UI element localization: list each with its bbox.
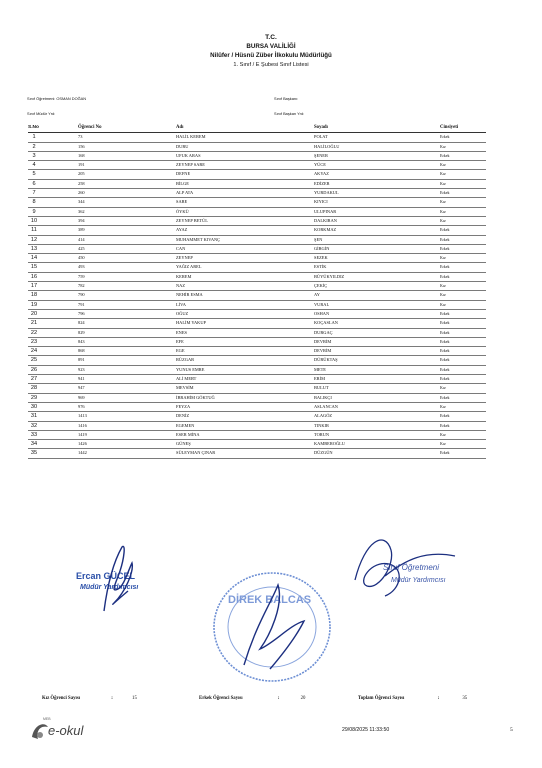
column-header-gender: Cinsiyeti: [440, 125, 459, 130]
row-no: 21: [30, 320, 38, 327]
row-name: ZEYNEP SARE: [176, 162, 205, 168]
row-no: 26: [30, 366, 38, 373]
row-no: 2: [32, 143, 36, 150]
row-gender: Erkek: [440, 338, 450, 344]
row-student-no: 969: [78, 394, 85, 400]
row-name: KEREM: [176, 273, 192, 279]
row-surname: GİRGİN: [314, 245, 330, 251]
row-surname: DALKIRAN: [314, 217, 337, 223]
row-student-no: 843: [78, 338, 85, 344]
row-name: YUNUS EMRE: [176, 366, 205, 372]
row-student-no: 824: [78, 320, 85, 326]
header-governorship: BURSA VALİLİĞİ: [246, 43, 296, 50]
table-row: [28, 431, 486, 440]
row-surname: DEVRİM: [314, 338, 332, 344]
table-row: [28, 375, 486, 384]
row-student-no: 425: [78, 245, 85, 251]
row-gender: Erkek: [440, 450, 450, 456]
table-row: [28, 403, 486, 412]
row-no: 32: [30, 422, 38, 429]
row-surname: BALIKÇI: [314, 394, 332, 400]
row-no: 12: [30, 236, 38, 243]
row-gender: Erkek: [440, 394, 450, 400]
row-name: AYAZ: [176, 227, 188, 233]
table-row: [28, 161, 486, 170]
row-surname: ASLANCAN: [314, 403, 338, 409]
row-name: ESER MİNA: [176, 431, 200, 437]
row-student-no: 344: [78, 199, 85, 205]
left-stamp-name: Ercan GÜCEL: [76, 571, 136, 581]
row-no: 18: [30, 292, 38, 299]
row-surname: DÜRÜKTAŞ: [314, 357, 338, 363]
table-row: [28, 347, 486, 356]
header-school: Nilüfer / Hüsnü Züber İlkokulu Müdürlüğü: [210, 52, 332, 59]
row-gender: Kız: [440, 255, 446, 261]
row-no: 29: [30, 394, 38, 401]
table-row: [28, 301, 486, 310]
row-no: 35: [30, 450, 38, 457]
row-student-no: 1419: [78, 431, 87, 437]
row-name: FEYZA: [176, 403, 191, 409]
row-name: GÜNEŞ: [176, 441, 191, 447]
meb-logo-text: MEB: [43, 717, 51, 721]
row-name: ENES: [176, 329, 187, 335]
row-gender: Erkek: [440, 348, 450, 354]
row-no: 17: [30, 283, 38, 290]
row-surname: EDİZER: [314, 180, 330, 186]
row-surname: SEZEK: [314, 255, 328, 261]
left-signature-stamp: [66, 541, 186, 621]
row-student-no: 258: [78, 180, 85, 186]
row-surname: DURGAÇ: [314, 329, 333, 335]
row-student-no: 73: [78, 134, 83, 140]
row-gender: Kız: [440, 301, 446, 307]
row-gender: Kız: [440, 143, 446, 149]
table-row: [28, 170, 486, 179]
row-surname: OSHAN: [314, 310, 330, 316]
row-no: 7: [32, 190, 36, 197]
row-name: RÜZGAR: [176, 357, 195, 363]
row-no: 1: [32, 134, 36, 141]
boys-count-label: Erkek Öğrenci Sayısı: [199, 696, 243, 701]
row-gender: Erkek: [440, 413, 450, 419]
row-gender: Kız: [440, 208, 446, 214]
row-no: 8: [32, 199, 36, 206]
row-no: 6: [32, 180, 36, 187]
table-row: [28, 263, 486, 272]
row-surname: TINKIR: [314, 422, 329, 428]
right-stamp-line2: Müdür Yardımcısı: [391, 577, 446, 584]
row-no: 14: [30, 255, 38, 262]
row-student-no: 947: [78, 385, 85, 391]
row-student-no: 1413: [78, 413, 87, 419]
teacher-info: Sınıf Öğretmeni: OSMAN DOĞAN: [27, 96, 87, 101]
right-stamp-line1: Sınıf Öğretmeni: [383, 563, 440, 572]
row-surname: KIYICI: [314, 199, 328, 205]
row-surname: AKYAZ: [314, 171, 329, 177]
table-header: [28, 124, 486, 133]
row-gender: Kız: [440, 162, 446, 168]
row-name: ÖYKÜ: [176, 208, 189, 214]
column-header-student-no: Öğrenci No: [78, 125, 102, 130]
assistant-info: Sınıf Müdür Yrd:: [27, 111, 56, 116]
table-row: [28, 152, 486, 161]
row-surname: KAMBEROĞLU: [314, 441, 345, 447]
row-no: 9: [32, 208, 36, 215]
row-student-no: 923: [78, 366, 85, 372]
row-gender: Erkek: [440, 422, 450, 428]
row-no: 33: [30, 431, 38, 438]
row-name: BİLGE: [176, 180, 189, 186]
row-gender: Erkek: [440, 190, 450, 196]
table-row: [28, 319, 486, 328]
row-student-no: 790: [78, 292, 85, 298]
row-gender: Kız: [440, 441, 446, 447]
boys-count-value: 20: [300, 696, 306, 701]
row-gender: Kız: [440, 199, 446, 205]
header-list-title: 1. Sınıf / E Şubesi Sınıf Listesi: [233, 62, 309, 68]
row-gender: Erkek: [440, 310, 450, 316]
row-no: 22: [30, 329, 38, 336]
row-no: 11: [31, 227, 37, 234]
row-surname: TORUN: [314, 431, 330, 437]
boys-count-row: Erkek Öğrenci Sayısı : 20: [199, 696, 306, 701]
row-name: EFE: [176, 338, 184, 344]
row-gender: Erkek: [440, 366, 450, 372]
row-gender: Erkek: [440, 320, 450, 326]
row-gender: Kız: [440, 217, 446, 223]
table-row: [28, 449, 486, 458]
table-row: [28, 282, 486, 291]
table-row: [28, 329, 486, 338]
row-gender: Kız: [440, 385, 446, 391]
row-no: 25: [30, 357, 38, 364]
class-president-info: Sınıf Başkanı:: [274, 96, 299, 101]
row-student-no: 791: [78, 301, 85, 307]
row-name: DURU: [176, 143, 189, 149]
row-name: EGEMEN: [176, 422, 195, 428]
row-name: YAĞIZ AREL: [176, 264, 202, 270]
row-gender: Kız: [440, 283, 446, 289]
left-stamp-title: Müdür Yardımcısı: [80, 584, 139, 591]
row-gender: Erkek: [440, 134, 450, 140]
row-student-no: 868: [78, 348, 85, 354]
row-surname: DEVRİM: [314, 348, 332, 354]
row-student-no: 941: [78, 376, 85, 382]
row-name: İBRAHİM GÖKTUĞ: [176, 394, 215, 400]
row-name: HALİL KEREM: [176, 134, 206, 140]
row-gender: Erkek: [440, 227, 450, 233]
row-student-no: 493: [78, 264, 85, 270]
row-no: 34: [30, 441, 38, 448]
table-row: [28, 236, 486, 245]
row-no: 4: [32, 162, 36, 169]
table-row: [28, 338, 486, 347]
row-name: DEFNE: [176, 171, 191, 177]
table-row: [28, 217, 486, 226]
row-surname: METE: [314, 366, 326, 372]
total-count-label: Toplam Öğrenci Sayısı: [358, 696, 405, 701]
row-name: MEVSİM: [176, 385, 194, 391]
row-name: ZEYNEP BETÜL: [176, 217, 208, 223]
table-row: [28, 143, 486, 152]
row-name: OĞUZ: [176, 310, 189, 316]
row-no: 5: [32, 171, 36, 178]
row-name: LİVA: [176, 301, 186, 307]
row-student-no: 891: [78, 357, 85, 363]
girls-count-label: Kız Öğrenci Sayısı: [42, 696, 81, 701]
row-gender: Kız: [440, 180, 446, 186]
table-row: [28, 208, 486, 217]
row-student-no: 759: [78, 273, 85, 279]
row-student-no: 205: [78, 171, 85, 177]
print-datetime: 29/08/2025 11:33:50: [342, 727, 390, 733]
table-row: [28, 198, 486, 207]
table-row: [28, 189, 486, 198]
table-row: [28, 245, 486, 254]
row-no: 15: [30, 264, 38, 271]
row-surname: YURDAKUL: [314, 190, 339, 196]
row-surname: DÜZGÜN: [314, 450, 333, 456]
table-row: [28, 133, 486, 142]
row-student-no: 168: [78, 152, 85, 158]
table-row: [28, 356, 486, 365]
table-row: [28, 384, 486, 393]
row-gender: Erkek: [440, 329, 450, 335]
table-row: [28, 226, 486, 235]
row-surname: ALAGÖZ: [314, 413, 333, 419]
row-surname: KOÇASLAN: [314, 320, 338, 326]
row-student-no: 389: [78, 227, 85, 233]
row-surname: ŞENER: [314, 152, 328, 158]
seal-text: DİREK BALCAS: [228, 594, 312, 606]
row-name: CAN: [176, 245, 186, 251]
row-surname: YÜCE: [314, 162, 326, 168]
column-header-surname: Soyadı: [314, 125, 328, 130]
row-no: 20: [30, 310, 38, 317]
row-surname: BULUT: [314, 385, 329, 391]
row-name: NEHİR ESMA: [176, 292, 203, 298]
official-seal: [200, 565, 345, 685]
table-row: [28, 412, 486, 421]
row-surname: POLAT: [314, 134, 328, 140]
row-surname: AY: [314, 292, 320, 298]
row-student-no: 156: [78, 143, 85, 149]
row-gender: Erkek: [440, 245, 450, 251]
row-student-no: 829: [78, 329, 85, 335]
row-student-no: 394: [78, 217, 85, 223]
row-student-no: 260: [78, 190, 85, 196]
row-student-no: 1426: [78, 441, 87, 447]
row-name: NAZ: [176, 283, 186, 289]
total-count-value: 35: [462, 696, 468, 701]
row-gender: Kız: [440, 403, 446, 409]
row-surname: ULUPINAR: [314, 208, 337, 214]
row-no: 27: [30, 376, 38, 383]
row-no: 23: [30, 338, 38, 345]
row-no: 10: [30, 217, 38, 224]
girls-count-value: 15: [132, 696, 137, 701]
row-gender: Erkek: [440, 152, 450, 158]
row-gender: Erkek: [440, 264, 450, 270]
row-no: 16: [30, 273, 38, 280]
row-name: DENİZ: [176, 413, 190, 419]
table-row: [28, 394, 486, 403]
row-student-no: 976: [78, 403, 85, 409]
row-student-no: 796: [78, 310, 85, 316]
row-gender: Kız: [440, 292, 446, 298]
row-name: HALİM YAKUP: [176, 320, 206, 326]
table-row: [28, 254, 486, 263]
row-surname: ERİM: [314, 376, 325, 382]
vice-president-info: Sınıf Başkan Yrd:: [274, 111, 305, 116]
row-name: ALİ MERT: [176, 376, 197, 382]
table-row: [28, 291, 486, 300]
row-student-no: 414: [78, 236, 85, 242]
table-row: [28, 180, 486, 189]
header-tc: T.C.: [265, 34, 277, 41]
row-gender: Erkek: [440, 357, 450, 363]
row-surname: ESTİK: [314, 264, 327, 270]
right-signature-stamp: [345, 520, 485, 620]
row-no: 3: [32, 152, 36, 159]
row-name: ZEYNEP: [176, 255, 193, 261]
row-student-no: 450: [78, 255, 85, 261]
row-surname: BÜYÜKYILDIZ: [314, 273, 345, 279]
row-gender: Erkek: [440, 376, 450, 382]
row-surname: KORKMAZ: [314, 227, 337, 233]
row-gender: Erkek: [440, 273, 450, 279]
row-no: 31: [30, 413, 38, 420]
row-student-no: 1442: [78, 450, 87, 456]
table-body: [28, 133, 486, 458]
column-header-name: Adı: [176, 125, 184, 130]
table-row: [28, 366, 486, 375]
student-table: [28, 124, 486, 459]
table-row: [28, 440, 486, 449]
table-row: [28, 273, 486, 282]
column-header-no: S.No: [28, 125, 39, 130]
row-name: MUHAMMET KIVANÇ: [176, 236, 221, 242]
row-no: 24: [30, 348, 38, 355]
row-surname: VURAL: [314, 301, 330, 307]
row-student-no: 362: [78, 208, 85, 214]
row-name: SÜLEYMAN ÇINAR: [176, 450, 216, 456]
table-row: [28, 310, 486, 319]
girls-count-row: Kız Öğrenci Sayısı : 15: [42, 696, 137, 701]
row-student-no: 1416: [78, 422, 87, 428]
row-surname: ŞEN: [314, 236, 323, 242]
table-row: [28, 422, 486, 431]
row-name: UFUK ARAS: [176, 152, 201, 158]
row-no: 30: [30, 403, 38, 410]
row-no: 13: [30, 245, 38, 252]
row-name: ALP ATA: [176, 190, 194, 196]
row-surname: ÇEKİÇ: [314, 283, 328, 289]
row-gender: Kız: [440, 431, 446, 437]
page-number: 5: [510, 727, 513, 733]
row-gender: Kız: [440, 171, 446, 177]
row-gender: Erkek: [440, 236, 450, 242]
row-no: 19: [30, 301, 38, 308]
row-student-no: 191: [78, 162, 85, 168]
total-count-row: Toplam Öğrenci Sayısı : 35: [358, 696, 468, 701]
row-name: EGE: [176, 348, 185, 354]
row-no: 28: [30, 385, 38, 392]
row-surname: HALİLOĞLU: [314, 143, 340, 149]
row-student-no: 782: [78, 283, 85, 289]
eokul-logo-text: e-okul: [48, 723, 84, 738]
row-name: SARE: [176, 199, 188, 205]
